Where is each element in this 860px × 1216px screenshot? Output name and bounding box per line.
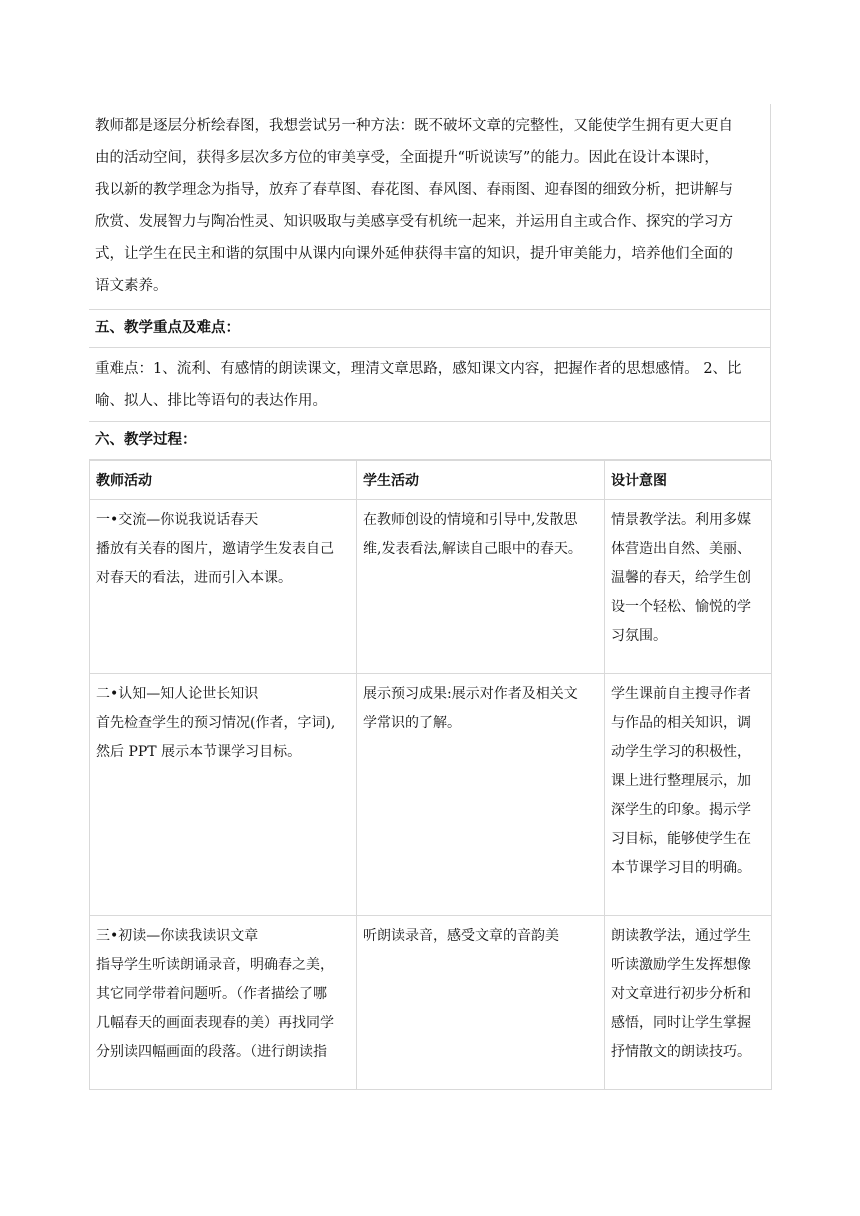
cell-line: 二•认知—知人论世长知识 [96, 686, 259, 702]
section5-heading: 五、教学重点及难点： [95, 319, 240, 336]
intro-line: 教师都是逐层分析绘春图，我想尝试另一种方法：既不破坏文章的完整性，又能使学生拥有更大更自 [95, 118, 733, 134]
cell-line: 学常识的了解。 [363, 715, 461, 731]
cell-line: 一•交流—你说我说话春天 [96, 512, 259, 528]
cell-line: 几幅春天的画面表现春的美）再找同学 [96, 1015, 334, 1031]
cell-line: 情景教学法。利用多媒 [611, 512, 751, 528]
intro-line: 由的活动空间，获得多层次多方位的审美享受，全面提升“听说读写”的能力。因此在设计本课时， [95, 150, 719, 166]
section5-line: 喻、拟人、排比等语句的表达作用。 [95, 393, 327, 409]
table-row [90, 916, 772, 1090]
cell-line: 课上进行整理展示，加 [611, 773, 751, 789]
design-intent-cell [605, 500, 772, 674]
cell-line: 在教师创设的情境和引导中,发散思 [363, 512, 578, 528]
cell-line: 温馨的春天，给学生创 [611, 570, 751, 586]
cell-line: 动学生学习的积极性， [611, 744, 751, 760]
intro-line: 式，让学生在民主和谐的氛围中从课内向课外延伸获得丰富的知识，提升审美能力，培养他们全面的 [95, 246, 733, 262]
cell-line: 其它同学带着问题听。（作者描绘了哪 [96, 986, 327, 1002]
header-student-activity: 学生活动 [357, 461, 605, 500]
cell-line: 对春天的看法，进而引入本课。 [96, 570, 292, 586]
teacher-activity-cell [90, 500, 357, 674]
section5-heading-row [89, 310, 771, 348]
teaching-process-table [89, 460, 772, 1090]
cell-line: 习目标，能够使学生在 [611, 831, 751, 847]
cell-line: 听读激励学生发挥想像 [611, 957, 751, 973]
cell-line: 与作品的相关知识，调 [611, 715, 751, 731]
student-activity-cell [357, 674, 605, 916]
section6-heading: 六、教学过程： [95, 431, 197, 448]
cell-line: 体营造出自然、美丽、 [611, 541, 751, 557]
design-intent-cell [605, 916, 772, 1090]
cell-line: 播放有关春的图片，邀请学生发表自己 [96, 541, 334, 557]
cell-line: 学生课前自主搜寻作者 [611, 686, 751, 702]
cell-line: 分别读四幅画面的段落。（进行朗读指 [96, 1044, 327, 1060]
cell-line: 首先检查学生的预习情况(作者，字词), [96, 715, 336, 731]
cell-line: 习氛围。 [611, 628, 667, 644]
intro-line: 我以新的教学理念为指导，放弃了春草图、春花图、春风图、春雨图、迎春图的细致分析，把讲解与 [95, 182, 733, 198]
cell-line: 朗读教学法，通过学生 [611, 928, 751, 944]
student-activity-cell [357, 916, 605, 1090]
section6-heading-row [89, 422, 771, 460]
cell-line: 然后 PPT 展示本节课学习目标。 [96, 744, 302, 760]
intro-paragraph [89, 104, 771, 310]
header-teacher-activity: 教师活动 [90, 461, 357, 500]
cell-line: 展示预习成果:展示对作者及相关文 [363, 686, 578, 702]
document-page [89, 104, 771, 1090]
teacher-activity-cell [90, 916, 357, 1090]
cell-line: 维,发表看法,解读自己眼中的春天。 [363, 541, 582, 557]
table-header-row [90, 461, 772, 500]
cell-line: 抒情散文的朗读技巧。 [611, 1044, 751, 1060]
cell-line: 本节课学习目的明确。 [611, 860, 751, 876]
cell-line: 设一个轻松、愉悦的学 [611, 599, 751, 615]
design-intent-cell [605, 674, 772, 916]
cell-line: 三•初读—你读我读识文章 [96, 928, 259, 944]
intro-line: 语文素养。 [95, 278, 168, 294]
cell-line: 听朗读录音，感受文章的音韵美 [363, 928, 559, 944]
student-activity-cell [357, 500, 605, 674]
table-row [90, 674, 772, 916]
cell-line: 深学生的印象。揭示学 [611, 802, 751, 818]
teacher-activity-cell [90, 674, 357, 916]
cell-line: 感悟，同时让学生掌握 [611, 1015, 751, 1031]
table-row [90, 500, 772, 674]
section5-line: 重难点：1、流利、有感情的朗读课文，理清文章思路，感知课文内容，把握作者的思想感情。 2、比 [95, 361, 742, 377]
cell-line: 对文章进行初步分析和 [611, 986, 751, 1002]
header-design-intent: 设计意图 [605, 461, 772, 500]
cell-line: 指导学生听读朗诵录音，明确春之美， [96, 957, 334, 973]
section5-body-row [89, 348, 771, 422]
intro-line: 欣赏、发展智力与陶冶性灵、知识吸取与美感享受有机统一起来，并运用自主或合作、探究的学习方 [95, 214, 733, 230]
